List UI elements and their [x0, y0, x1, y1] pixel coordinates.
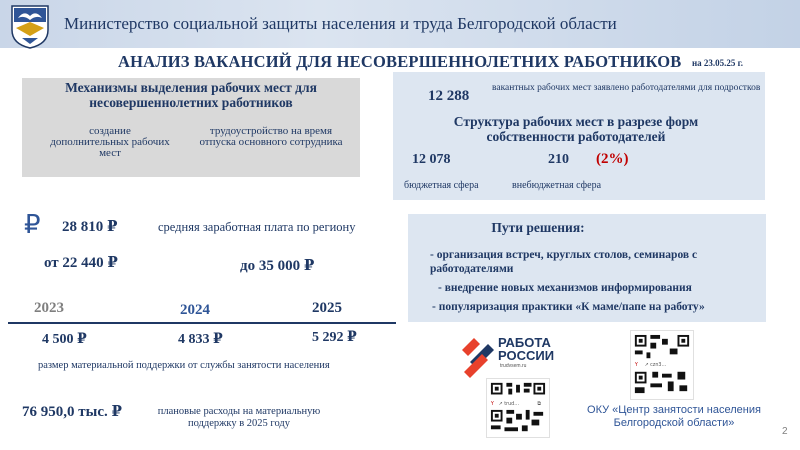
rabota-rossii-text[interactable]: [498, 336, 554, 362]
svg-text:Y: Y: [634, 362, 638, 368]
mechanism-item-create-jobs: создание дополнительных рабочих мест: [50, 125, 170, 159]
svg-text:↗ trud…: ↗ trud…: [498, 402, 520, 408]
year-2025: 2025: [312, 300, 342, 316]
czn-organization-name[interactable]: ОКУ «Центр занятости населения Белгородской области»: [587, 404, 761, 429]
rabota-site: trudvsem.ru: [500, 363, 527, 369]
svg-text:↗ czn3…: ↗ czn3…: [644, 362, 667, 368]
extrabudget-sector-value: 210: [548, 152, 569, 167]
year-2024: 2024: [180, 302, 210, 318]
svg-text:Y: Y: [490, 402, 494, 408]
structure-title: Структура рабочих мест в разрезе форм собственности работодателей: [453, 114, 699, 144]
ruble-icon: ₽: [24, 210, 41, 240]
average-salary: 28 810 ₽: [62, 219, 118, 235]
rabota-line-1: РАБОТА: [498, 335, 551, 350]
solution-item: - популяризация практики «К маме/папе на работу»: [432, 301, 705, 313]
qr-code-czn-icon[interactable]: [630, 330, 694, 400]
extrabudget-sector-label: внебюджетная сфера: [512, 180, 602, 191]
planned-expenses-label: плановые расходы на материальную поддержку в 2025 году: [157, 406, 321, 429]
salary-min: от 22 440 ₽: [44, 255, 118, 271]
mechanism-item-vacation-cover: трудоустройство на время отпуска основного сотрудника: [199, 125, 343, 148]
timeline-divider: [8, 322, 396, 324]
salary-max: до 35 000 ₽: [240, 258, 315, 274]
support-label: размер материальной поддержки от службы занятости населения: [38, 360, 330, 371]
belgorod-emblem-icon: [8, 2, 52, 50]
support-amount-2024: 4 833 ₽: [178, 332, 223, 347]
solution-item: - внедрение новых механизмов информирования: [438, 282, 692, 294]
page-number: 2: [782, 426, 788, 437]
rabota-line-2: РОССИИ: [498, 348, 555, 363]
date-note: на 23.05.25 г.: [692, 58, 744, 68]
mechanisms-title: Механизмы выделения рабочих мест для несовершеннолетних работников: [65, 80, 317, 110]
budget-sector-label: бюджетная сфера: [404, 180, 479, 191]
ministry-title: Министерство социальной защиты населения и труда Белгородской области: [64, 14, 617, 33]
year-2023: 2023: [34, 300, 64, 316]
vacancies-description: вакантных рабочих мест заявлено работодателями для подростков: [492, 83, 761, 93]
solution-item: - организация встреч, круглых столов, семинаров с работодателями: [430, 249, 698, 275]
support-amount-2025: 5 292 ₽: [312, 330, 357, 345]
extrabudget-sector-percent: (2%): [596, 151, 629, 167]
average-salary-label: средняя заработная плата по региону: [158, 220, 356, 234]
svg-text:⧉: ⧉: [537, 402, 541, 408]
solutions-title: Пути решения:: [491, 220, 585, 235]
vacancies-count: 12 288: [428, 88, 470, 104]
budget-sector-value: 12 078: [412, 152, 451, 167]
planned-expenses-value: 76 950,0 тыс. ₽: [22, 404, 122, 420]
page-title: АНАЛИЗ ВАКАНСИЙ ДЛЯ НЕСОВЕРШЕННОЛЕТНИХ РАБОТНИКОВ: [118, 52, 682, 71]
support-amount-2023: 4 500 ₽: [42, 332, 87, 347]
qr-code-trudvsem-icon[interactable]: [486, 378, 550, 438]
